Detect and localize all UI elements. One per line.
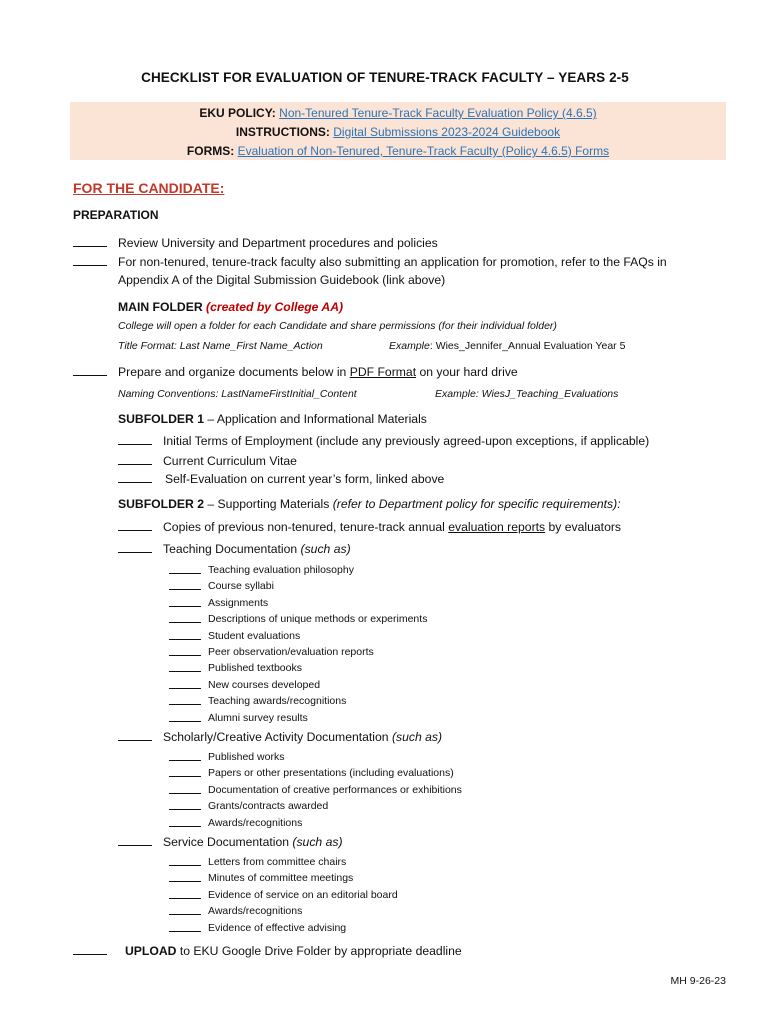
list-item: Published textbooks: [208, 662, 302, 675]
checkbox-line[interactable]: [169, 597, 201, 610]
checkbox-line[interactable]: [169, 662, 201, 675]
subfolder2-desc: – Supporting Materials: [204, 497, 333, 511]
policy-label: EKU POLICY:: [199, 106, 276, 120]
checkbox-line[interactable]: [73, 365, 107, 379]
preparation-heading: PREPARATION: [73, 208, 159, 222]
checkbox-line[interactable]: [169, 695, 201, 708]
policy-link[interactable]: Non-Tenured Tenure-Track Faculty Evaluation Policy (4.6.5): [279, 106, 597, 120]
checkbox-line[interactable]: [169, 646, 201, 659]
checkbox-line[interactable]: [118, 835, 152, 849]
subfolder1-item: Self-Evaluation on current year’s form, linked above: [165, 472, 445, 486]
copies-text: Copies of previous non-tenured, tenure-track annual: [163, 520, 449, 534]
scholarly-heading: [163, 730, 442, 744]
footer-code: MH 9-26-23: [670, 975, 726, 987]
checkbox-line[interactable]: [118, 472, 152, 486]
checkbox-line[interactable]: [118, 730, 152, 744]
page-title: CHECKLIST FOR EVALUATION OF TENURE-TRACK FACULTY – YEARS 2-5: [141, 70, 629, 85]
checkbox-line[interactable]: [169, 679, 201, 692]
checkbox-line[interactable]: [169, 784, 201, 797]
checkbox-line[interactable]: [169, 856, 201, 869]
list-item: Letters from committee chairs: [208, 856, 347, 868]
scholarly-label: Scholarly/Creative Activity Documentation: [163, 730, 392, 744]
list-item: Minutes of committee meetings: [208, 872, 354, 885]
list-item: Course syllabi: [208, 580, 274, 593]
checkbox-line[interactable]: [118, 520, 152, 534]
list-item: New courses developed: [208, 678, 321, 691]
checkbox-line[interactable]: [169, 767, 201, 780]
upload-text: to EKU Google Drive Folder by appropriate deadline: [176, 944, 462, 958]
such-as: (such as): [300, 542, 351, 556]
checkbox-line[interactable]: [169, 817, 201, 830]
checkbox-line[interactable]: [169, 872, 201, 885]
list-item: Descriptions of unique methods or experiments: [208, 613, 428, 626]
prepare-text-end: on your hard drive: [416, 365, 518, 379]
forms-label: FORMS:: [186, 144, 235, 158]
example-value: : Wies_Jennifer_Annual Evaluation Year 5: [429, 340, 626, 352]
prep-item: For non-tenured, tenure-track faculty also submitting an application for promotion, refer to the FAQs in: [118, 255, 667, 269]
checkbox-line[interactable]: [169, 630, 201, 643]
list-item: Grants/contracts awarded: [208, 800, 329, 813]
checkbox-line[interactable]: [73, 236, 107, 250]
checkbox-line[interactable]: [169, 800, 201, 813]
main-folder-desc: College will open a folder for each Candidate and share permissions (for their individual folder): [118, 320, 557, 332]
instructions-label: INSTRUCTIONS:: [235, 125, 330, 139]
copies-item: [163, 520, 621, 534]
checkbox-line[interactable]: [169, 613, 201, 626]
list-item: Student evaluations: [208, 629, 301, 642]
main-folder-heading: [118, 300, 343, 314]
such-as: (such as): [292, 835, 343, 849]
main-folder-note: (created by College AA): [206, 300, 344, 314]
title-format: Title Format: Last Name_First Name_Action: [118, 340, 323, 352]
list-item: Documentation of creative performances or exhibitions: [208, 783, 462, 796]
checkbox-line[interactable]: [118, 434, 152, 448]
subfolder1-heading: [118, 412, 427, 426]
such-as: (such as): [391, 730, 443, 744]
subfolder1-label: SUBFOLDER 1: [118, 412, 204, 426]
prep-item-cont: Appendix A of the Digital Submission Guidebook (link above): [118, 273, 446, 287]
subfolder2-heading: [118, 497, 621, 511]
subfolder2-note: (refer to Department policy for specific requirements):: [332, 497, 621, 511]
checkbox-line[interactable]: [118, 454, 152, 468]
pdf-format-link: PDF Format: [349, 365, 417, 379]
main-folder-label: MAIN FOLDER: [118, 300, 203, 314]
list-item: Papers or other presentations (including evaluations): [208, 767, 454, 780]
list-item: Teaching awards/recognitions: [208, 695, 347, 708]
naming-conventions: Naming Conventions: LastNameFirstInitial_Content: [118, 388, 357, 400]
prep-item: Review University and Department procedures and policies: [118, 236, 438, 250]
upload-item: [125, 944, 462, 958]
subfolder1-item: Current Curriculum Vitae: [163, 454, 297, 468]
prepare-text: Prepare and organize documents below in: [118, 365, 350, 379]
checkbox-line[interactable]: [169, 922, 201, 935]
policy-line: [70, 106, 726, 120]
upload-label: UPLOAD: [125, 944, 177, 958]
list-item: Published works: [208, 751, 285, 763]
candidate-heading: FOR THE CANDIDATE:: [73, 180, 225, 196]
subfolder1-desc: – Application and Informational Materials: [204, 412, 427, 426]
naming-example: Example: WiesJ_Teaching_Evaluations: [435, 388, 619, 400]
list-item: Awards/recognitions: [208, 816, 303, 829]
list-item: Peer observation/evaluation reports: [208, 646, 374, 658]
checkbox-line[interactable]: [73, 255, 107, 269]
prepare-item: [118, 365, 518, 379]
checkbox-line[interactable]: [169, 564, 201, 577]
instructions-line: [70, 125, 726, 139]
list-item: Teaching evaluation philosophy: [208, 564, 354, 576]
checkbox-line[interactable]: [169, 751, 201, 764]
checkbox-line[interactable]: [73, 944, 107, 958]
checkbox-line[interactable]: [118, 542, 152, 556]
service-heading: [163, 835, 343, 849]
checkbox-line[interactable]: [169, 580, 201, 593]
list-item: Alumni survey results: [208, 711, 308, 724]
forms-link[interactable]: Evaluation of Non-Tenured, Tenure-Track Faculty (Policy 4.6.5) Forms: [237, 144, 610, 158]
checkbox-line[interactable]: [169, 905, 201, 918]
title-example: [389, 340, 625, 352]
list-item: Awards/recognitions: [208, 905, 303, 918]
evaluation-reports-link: evaluation reports: [448, 520, 546, 534]
list-item: Assignments: [208, 596, 269, 609]
list-item: Evidence of service on an editorial board: [208, 888, 398, 901]
forms-line: [70, 144, 726, 158]
checkbox-line[interactable]: [169, 712, 201, 725]
subfolder1-item: Initial Terms of Employment (include any previously agreed-upon exceptions, if applicable): [163, 434, 650, 448]
checkbox-line[interactable]: [169, 889, 201, 902]
teaching-label: Teaching Documentation: [163, 542, 301, 556]
subfolder2-label: SUBFOLDER 2: [118, 497, 204, 511]
list-item: Evidence of effective advising: [208, 921, 347, 934]
instructions-link[interactable]: Digital Submissions 2023-2024 Guidebook: [333, 125, 561, 139]
teaching-heading: [163, 542, 351, 556]
copies-text-end: by evaluators: [545, 520, 621, 534]
example-label: Example: [389, 340, 430, 352]
service-label: Service Documentation: [163, 835, 293, 849]
